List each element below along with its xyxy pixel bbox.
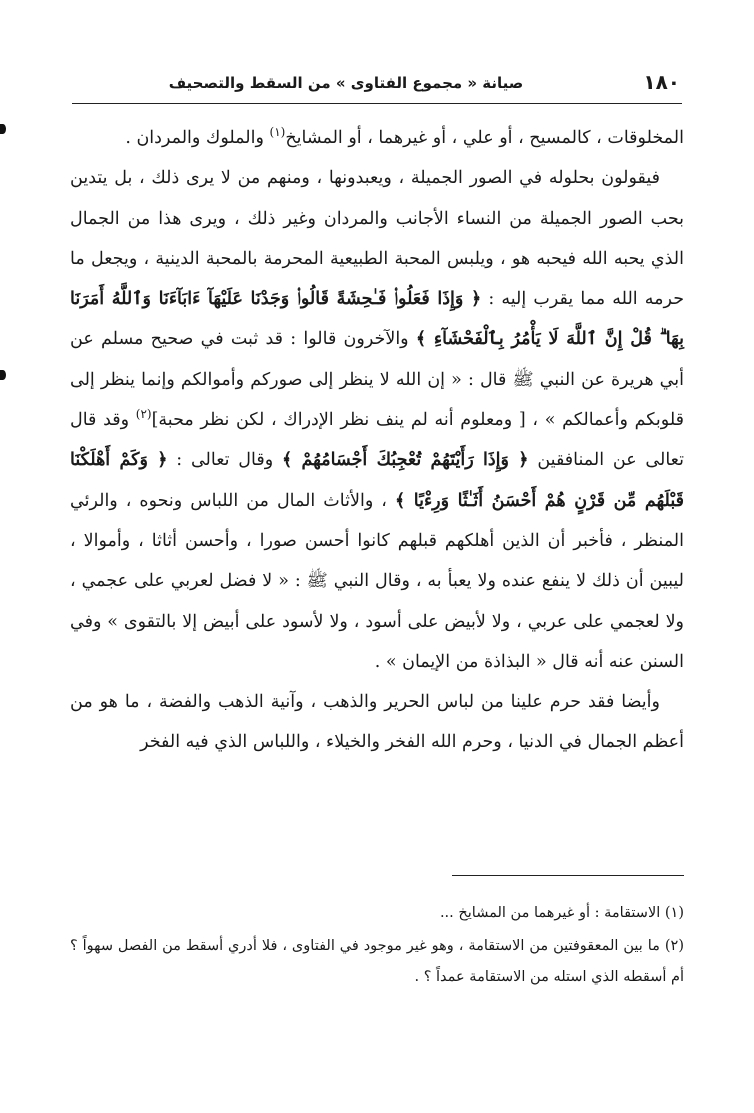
paragraph-1-text-a: المخلوقات ، كالمسيح ، أو علي ، أو غيرهما ، أو المشايخ [285,128,684,148]
footnote-marker-2: (٢) [135,407,152,422]
footnote-1 [70,898,684,929]
paragraph-2-text-b: والآخرون قالوا : قد ثبت في صحيح مسلم عن أبي هريرة عن النبي ﷺ قال : « إن الله لا ينظر إلى صوركم وأموالكم وإنما ينظر إلى قلوبكم وأعمالكم » ، [ ومعلوم أنه لم ينف نظر الإدراك ، لكن نظر محبة] [70,329,684,431]
paragraph-2-text-c: وقد قال تعالى عن المنافقين [70,410,684,471]
footnote-2-text: ما بين المعقوفتين من الاستقامة ، وهو غير موجود في الفتاوى ، فلا أدري أسقط من الفصل سهواً ؟ أم أسقطه الذي استله من الاستقامة عمداً ؟ . [70,938,684,985]
paragraph-2-text-e: ، والأثاث المال من اللباس ونحوه ، والرئي المنظر ، فأخبر أن الذين أهلكهم قبلهم كانوا أحسن صورا ، وأحسن أثاثا ، وأموالا ، ليبين أن ذلك لا ينفع عنده ولا يعبأ به ، وقال النبي ﷺ : « لا فضل لعربي على عجمي ، ولا لعجمي على عربي ، ولا لأبيض على أسود ، ولا لأسود على أبيض إلا بالتقوى » وفي السنن عنه أنه قال « البذاذة من الإيمان » . [70,490,684,672]
main-text [70,118,684,763]
page-number: ١٨٠ [643,70,680,94]
binding-mark [0,124,6,134]
page-header [72,70,680,100]
paragraph-2 [70,158,684,682]
header-rule [72,103,682,104]
paragraph-3: وأيضا فقد حرم علينا من لباس الحرير والذهب ، وآنية الذهب والفضة ، ما هو من أعظم الجمال في الدنيا ، وحرم الله الفخر والخيلاء ، واللباس الذي فيه الفخر [70,692,684,753]
footnote-1-text: الاستقامة : أو غيرهما من المشايخ ... [439,905,661,921]
quran-verse-1: ﴿ وَإِذَا فَعَلُوا۟ فَـٰحِشَةً قَالُوا۟ وَجَدْنَا عَلَيْهَآ ءَابَآءَنَا وَٱللَّهُ أَمَرَنَا بِهَا ۗ قُلْ إِنَّ ٱللَّهَ لَا يَأْمُرُ بِٱلْفَحْشَآءِ ﴾ [70,289,684,350]
quran-verse-3: ﴿ وَكَمْ أَهْلَكْنَا قَبْلَهُم مِّن قَرْنٍ هُمْ أَحْسَنُ أَثَـٰثًا وَرِءْيًا ﴾ [70,450,684,511]
quran-verse-2: ﴿ وَإِذَا رَأَيْتَهُمْ تُعْجِبُكَ أَجْسَامُهُمْ ﴾ [281,450,529,471]
footnotes [70,898,684,995]
footnote-2-number: (٢) [664,938,684,954]
footnote-1-number: (١) [664,905,684,921]
footnote-marker-1: (١) [269,125,286,140]
paragraph-1-text-b: والملوك والمردان . [125,128,270,148]
binding-mark [0,370,6,380]
running-title: صيانة « مجموع الفتاوى » من السقط والتصحيف [168,74,524,92]
paragraph-2-text-a: فيقولون بحلوله في الصور الجميلة ، ويعبدونها ، ومنهم من لا يرى ذلك ، بل يتدين بحب الصور الجميلة من النساء الأجانب والمردان وغير ذلك ، ويرى هذا من الجمال الذي يحبه الله فيحبه هو ، ويلبس المحبة الطبيعية المحرمة بالمحبة الدينية ، ويجعل ما حرمه الله مما يقرب إليه : [70,168,685,310]
paragraph-1 [70,118,684,158]
footnote-rule [452,875,684,876]
footnote-2 [70,931,684,993]
paragraph-2-text-d: وقال تعالى : [167,450,282,471]
